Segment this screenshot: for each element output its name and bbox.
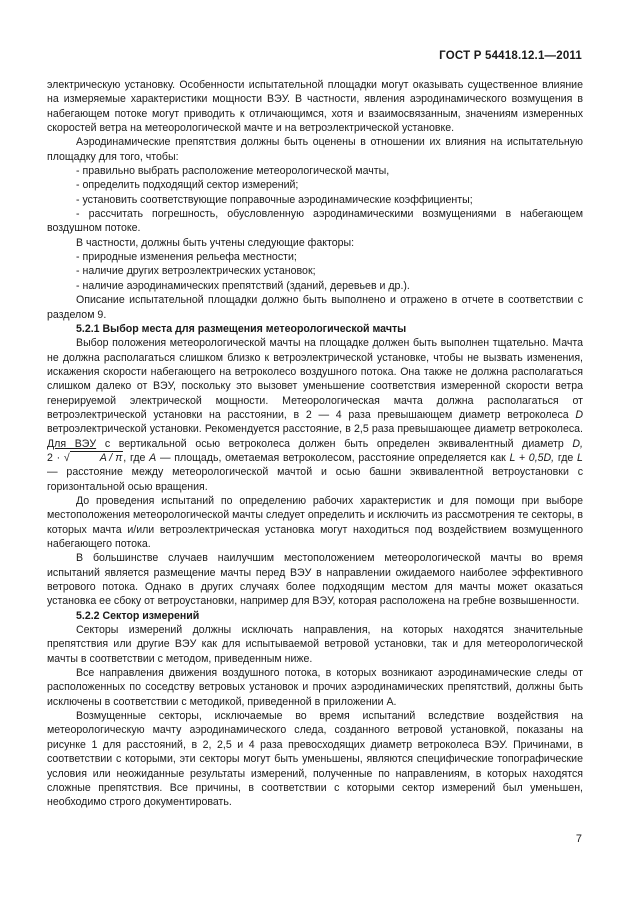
paragraph: До проведения испытаний по определению рабочих характеристик и для помощи при выборе местоположения метеорологической мачты следует определить и исключить из рассмотрения те секторы, в которых мачта и/или ветроэлектрическая установка могут находиться под воздействием возмущенного набегающего потока.: [47, 494, 583, 550]
symbol: L + 0,5D,: [509, 451, 555, 464]
list-item: - рассчитать погрешность, обусловленную аэродинамическими возмущениями в набегающем воздушном потоке.: [47, 208, 583, 235]
page-content: [47, 78, 583, 810]
formula-radicand: A / π: [70, 451, 124, 464]
section-heading: 5.2.1 Выбор места для размещения метеорологической мачты: [76, 322, 407, 335]
paragraph: Все направления движения воздушного потока, в которых возникают аэродинамические следы от расположенных по соседству ветровых установок и прочих аэродинамических препятствий, должны быть исключены в соответствии с методикой, приведенной в приложении А.: [47, 667, 583, 708]
symbol: D,: [572, 437, 583, 450]
section-heading: 5.2.2 Сектор измерений: [76, 609, 200, 622]
paragraph: Секторы измерений должны исключать направления, на которых находятся значительные препятствия или другие ВЭУ как для испытываемой ветровой установки, так и для метеорологической мачты в соответствии с методом, приведенным ниже.: [47, 624, 583, 665]
list-item: - правильно выбрать расположение метеорологической мачты,: [76, 165, 390, 178]
symbol: L: [577, 451, 583, 464]
equivalent-diameter-formula: [47, 452, 123, 464]
list-item: - наличие других ветроэлектрических установок;: [76, 265, 316, 278]
paragraph: электрическую установку. Особенности испытательной площадки могут оказывать существенное влияние на измеряемые характеристики мощности ВЭУ. В частности, явления аэродинамического возмущения в набегающем потоке могут приводить к отличающимся, хотя и взаимосвязанным, значениям измеренных скоростей ветра на метеорологической мачте и на ветроэлектрической установке.: [47, 79, 583, 135]
text-run: — расстояние между метеорологической мачтой и осью башни эквивалентной ветроустановки с горизонтальной осью вращения.: [47, 466, 583, 493]
list-item: - определить подходящий сектор измерений;: [76, 179, 299, 192]
text-run: — площадь, ометаемая ветроколесом, расстояние определяется как: [159, 451, 506, 464]
text-run: с вертикальной осью ветроколеса должен быть определен эквивалентный диаметр: [104, 437, 564, 450]
paragraph: В большинстве случаев наилучшим местоположением метеорологической мачты во время испытаний является размещение мачты перед ВЭУ в направлении ожидаемого наиболее эффективного ветрового потока. Однако в других случаях более подходящим местом для мачты может оказаться установка ее сбоку от ветроустановки, например для ВЭУ, которая расположена на гребне возвышенности.: [47, 552, 583, 608]
page-number: 7: [575, 833, 582, 845]
paragraph: Описание испытательной площадки должно быть выполнено и отражено в отчете в соответствии с разделом 9.: [47, 294, 583, 321]
paragraph: Аэродинамические препятствия должны быть оценены в отношении их влияния на испытательную площадку для того, чтобы:: [47, 136, 583, 163]
text-run: где: [557, 451, 574, 464]
text-run: Для ВЭУ: [47, 437, 97, 450]
list-item: - наличие аэродинамических препятствий (зданий, деревьев и др.).: [76, 279, 410, 292]
radical-sign: √: [63, 451, 70, 464]
paragraph: Возмущенные секторы, исключаемые во время испытаний вследствие воздействия на метеорологическую мачту аэродинамического следа, созданного ветровой установкой, показаны на рисунке 1 для расстояний, в 2, 2,5 и 4 раза превосходящих диаметр ветроколеса ВЭУ. Причинами, в соответствии с которыми, эти секторы могут быть уменьшены, являются специфические топографические условия или неожиданные результаты измерений, полученные по направлениям, в которых находятся сложные препятствия. Все причины, в соответствии с которыми сектор измерений был уменьшен, необходимо строго документировать.: [47, 710, 583, 809]
text-run: Выбор положения метеорологической мачты на площадке должен быть выполнен тщательно. Мачта не должна располагаться слишком близко к ветроэлектрической установке, чтобы не вызвать изменения, искажения скорости набегающего на ветроколесо воздушного потока. Она также не должна располагаться слишком далеко от ВЭУ, поскольку это вызовет уменьшение соответствия измеренной скорости ветра генерируемой электрической мощности. Метеорологическая мачта должна располагаться от ветроэлектрической установки на расстоянии, в 2 — 4 раза превышающем диаметр ветроколеса: [47, 337, 583, 421]
list-item: - природные изменения рельефа местности;: [76, 251, 297, 264]
document-header: ГОСТ Р 54418.12.1—2011: [439, 50, 582, 62]
text-run: ветроэлектрической установки. Рекомендуется расстояние, в 2,5 раза превышающее диаметр ветроколеса.: [47, 423, 583, 436]
symbol: A: [149, 451, 157, 464]
formula-coefficient: 2 ·: [47, 451, 61, 464]
paragraph: [47, 336, 583, 494]
text-run: , где: [123, 451, 146, 464]
paragraph: В частности, должны быть учтены следующие факторы:: [76, 236, 355, 249]
list-item: - установить соответствующие поправочные аэродинамические коэффициенты;: [76, 193, 473, 206]
symbol: D: [575, 408, 583, 421]
